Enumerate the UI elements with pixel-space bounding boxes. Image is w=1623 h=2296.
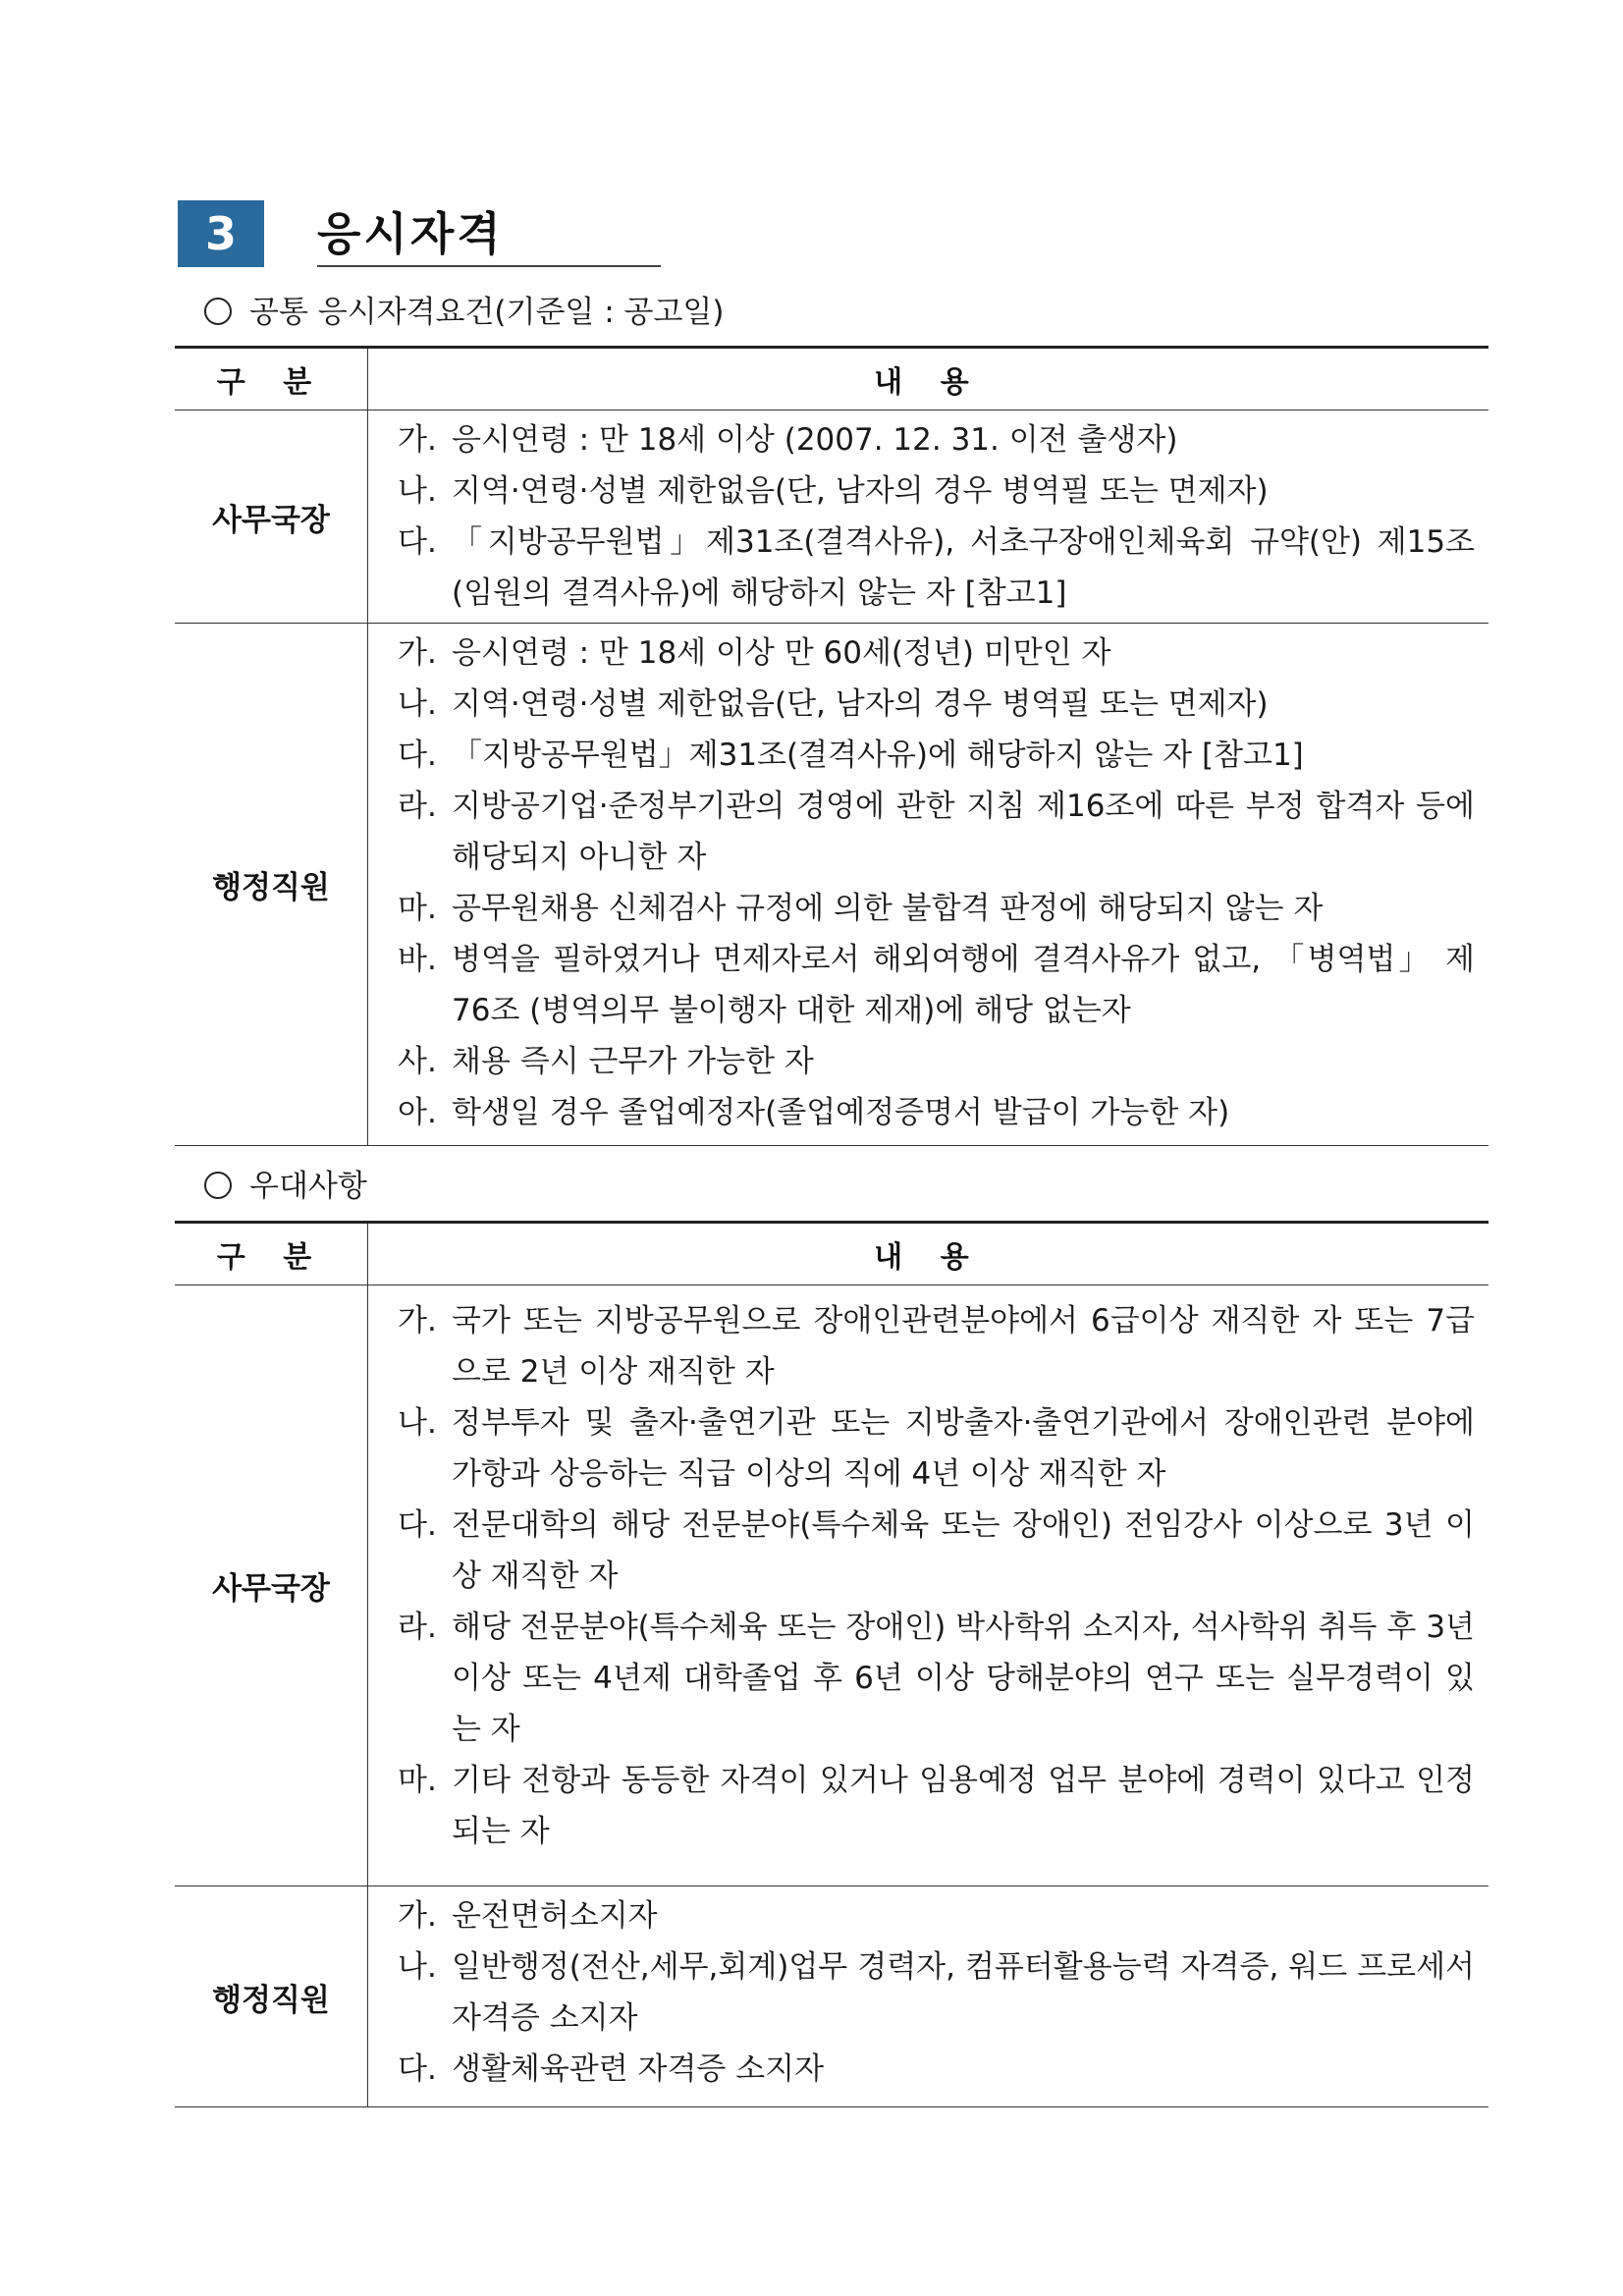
list-item: 나. 지역·연령·성별 제한없음(단, 남자의 경우 병역필 또는 면제자) [398,473,1269,509]
column-header-category: 구 분 [175,348,368,410]
table-header-row [175,348,1488,410]
preference-heading [204,1167,367,1206]
table-header-row [175,1223,1488,1285]
list-item: 가. 응시연령 : 만 18세 이상 (2007. 12. 31. 이전 출생자) [398,422,1178,458]
list-item: 다. 「지방공무원법」제31조(결격사유)에 해당하지 않는 자 [참고1] [398,738,1304,773]
row-category: 행정직원 [175,624,368,1146]
circle-bullet-icon [204,298,232,325]
list-item: 다. 전문대학의 해당 전문분야(특수체육 또는 장애인) 전임강사 이상으로 3년 이상 재직한 자 [398,1507,1475,1594]
list-item: 사. 채용 즉시 근무가 가능한 자 [398,1044,814,1079]
list-item: 다. 생활체육관련 자격증 소지자 [398,2051,825,2087]
common-heading-text: 공통 응시자격요건(기준일 : 공고일) [249,295,725,330]
list-item: 나. 지역·연령·성별 제한없음(단, 남자의 경우 병역필 또는 면제자) [398,686,1269,722]
section-underline [317,265,661,267]
list-item: 다. 「지방공무원법」제31조(결격사유), 서초구장애인체육회 규약(안) 제15조 (임원의 결격사유)에 해당하지 않는 자 [참고1] [398,524,1475,611]
list-item: 가. 운전면허소지자 [398,1898,658,1934]
column-header-category: 구 분 [175,1223,368,1285]
row-content [368,410,1489,624]
list-item: 마. 공무원채용 신체검사 규정에 의한 불합격 판정에 해당되지 않는 자 [398,891,1324,926]
list-item: 라. 해당 전문분야(특수체육 또는 장애인) 박사학위 소지자, 석사학위 취득 후 3년 이상 또는 4년제 대학졸업 후 6년 이상 당해분야의 연구 또는 실무경력이 있는 자 [398,1610,1475,1747]
table-row [175,624,1488,1146]
list-item: 가. 국가 또는 지방공무원으로 장애인관련분야에서 6급이상 재직한 자 또는 7급으로 2년 이상 재직한 자 [398,1303,1475,1390]
list-item: 가. 응시연령 : 만 18세 이상 만 60세(정년) 미만인 자 [398,635,1111,671]
section-title: 응시자격 [317,207,504,260]
list-item: 바. 병역을 필하였거나 면제자로서 해외여행에 결격사유가 없고, 「병역법」 제76조 (병역의무 불이행자 대한 제재)에 해당 없는자 [398,942,1475,1028]
section-header [178,200,661,267]
row-category: 행정직원 [175,1886,368,2107]
list-item: 마. 기타 전항과 동등한 자격이 있거나 임용예정 업무 분야에 경력이 있다고 인정되는 자 [398,1763,1475,1849]
table-row [175,410,1488,624]
row-content [368,624,1489,1146]
row-content [368,1886,1489,2107]
row-content [368,1285,1489,1886]
list-item: 나. 정부투자 및 출자·출연기관 또는 지방출자·출연기관에서 장애인관련 분야에 가항과 상응하는 직급 이상의 직에 4년 이상 재직한 자 [398,1405,1475,1492]
section-number: 3 [178,200,264,267]
column-header-content: 내 용 [368,348,1489,410]
circle-bullet-icon [204,1172,232,1199]
preference-heading-text: 우대사항 [249,1169,367,1204]
list-item: 아. 학생일 경우 졸업예정자(졸업예정증명서 발급이 가능한 자) [398,1095,1230,1130]
table-row [175,1285,1488,1886]
row-category: 사무국장 [175,410,368,624]
column-header-content: 내 용 [368,1223,1489,1285]
list-item: 라. 지방공기업·준정부기관의 경영에 관한 지침 제16조에 따른 부정 합격자 등에 해당되지 아니한 자 [398,789,1475,875]
row-category: 사무국장 [175,1285,368,1886]
list-item: 나. 일반행정(전산,세무,회계)업무 경력자, 컴퓨터활용능력 자격증, 워드 프로세서 자격증 소지자 [398,1949,1475,2036]
table-row [175,1886,1488,2107]
preference-table [175,1221,1488,2107]
common-requirements-table [175,346,1488,1146]
common-heading [204,293,724,332]
